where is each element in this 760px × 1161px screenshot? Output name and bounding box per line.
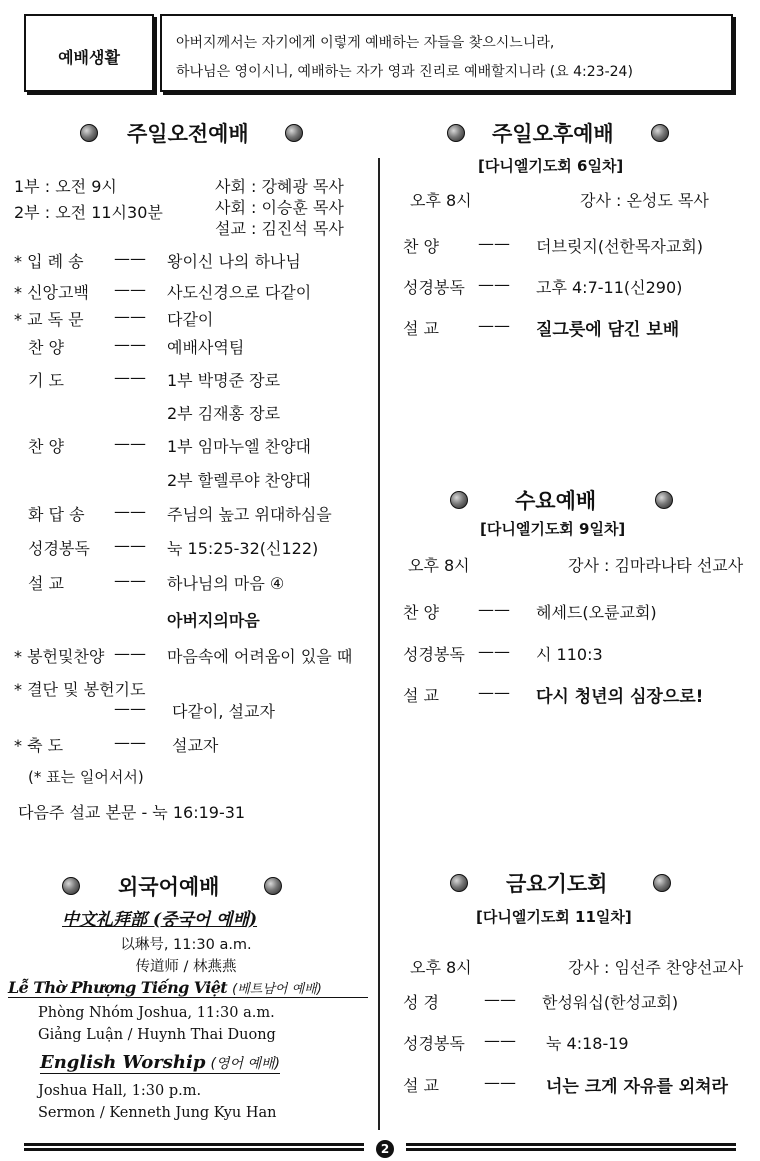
order-value: 예배사역팀: [167, 338, 245, 357]
english-title: English Worship: [40, 1052, 206, 1073]
leader-2: 사회 : 이승훈 목사: [215, 198, 344, 217]
bullet-icon: [450, 491, 468, 509]
order-dash: ——: [114, 434, 146, 453]
chinese-line-2: 传道师 / 林燕燕: [135, 959, 237, 975]
order-label: * 신앙고백: [14, 283, 89, 302]
sermon-title: 너는 크게 자유를 외쳐라: [546, 1077, 728, 1097]
reading-value: 시 110:3: [536, 645, 603, 664]
sunday-afternoon-title: 주일오후예배: [492, 122, 614, 146]
bullet-icon: [285, 124, 303, 142]
order-label: 성경봉독: [28, 539, 90, 558]
order-value: 1부 임마누엘 찬양대: [167, 437, 311, 456]
order-dash: ——: [114, 368, 146, 387]
reading-label: 성경봉독: [403, 278, 465, 297]
praise-label: 찬 양: [403, 237, 439, 256]
order-label: 설 교: [28, 574, 64, 593]
foreign-title: 외국어예배: [118, 875, 220, 899]
bullet-icon: [264, 877, 282, 895]
sunday-afternoon-time: 오후 8시: [410, 191, 472, 210]
wednesday-subtitle: [다니엘기도회 9일차]: [480, 520, 626, 538]
order-dash: ——: [114, 536, 146, 555]
bullet-icon: [655, 491, 673, 509]
sunday-morning-title: 주일오전예배: [127, 122, 249, 146]
bullet-icon: [450, 874, 468, 892]
praise-dash: ——: [478, 600, 510, 619]
vietnamese-line-1: Phòng Nhóm Joshua, 11:30 a.m.: [38, 1005, 275, 1021]
section-label-box: [24, 14, 154, 92]
praise-value: 헤세드(오륜교회): [536, 603, 657, 622]
english-line-2: Sermon / Kenneth Jung Kyu Han: [38, 1105, 277, 1121]
offering-label: * 봉헌및찬양: [14, 647, 105, 666]
order-label: 찬 양: [28, 338, 64, 357]
order-value: 왕이신 나의 하나님: [167, 252, 301, 271]
sermon-title: 다시 청년의 심장으로!: [536, 687, 704, 707]
page-number: 2: [376, 1140, 394, 1158]
scripture-song-label: 성 경: [403, 993, 439, 1012]
verse-line-1: 아버지께서는 자기에게 이렇게 예배하는 자들을 찾으시느니라,: [176, 35, 555, 51]
chinese-title: 中文礼拜部 (중국어 예배): [62, 910, 258, 930]
order-label: 화 답 송: [28, 505, 85, 524]
friday-subtitle: [다니엘기도회 11일차]: [476, 908, 632, 926]
order-dash: ——: [114, 307, 146, 326]
order-label: 기 도: [28, 371, 64, 390]
decision-value: 다같이, 설교자: [172, 702, 275, 721]
benediction-dash: ——: [114, 733, 146, 752]
leader-1: 사회 : 강혜광 목사: [215, 177, 344, 196]
sermon-label: 설 교: [403, 686, 439, 705]
reading-value: 눅 4:18-19: [546, 1034, 629, 1053]
scripture-song-dash: ——: [484, 990, 516, 1009]
sermon-label: 설 교: [403, 319, 439, 338]
wednesday-speaker: 강사 : 김마라나타 선교사: [568, 556, 744, 575]
bullet-icon: [80, 124, 98, 142]
reading-label: 성경봉독: [403, 645, 465, 664]
praise-label: 찬 양: [403, 603, 439, 622]
footer-rule-right: [406, 1143, 736, 1151]
decision-dash: ——: [114, 699, 146, 718]
order-label: * 입 례 송: [14, 252, 84, 271]
column-divider: [378, 158, 380, 1130]
sermon-subtitle: 아버지의마음: [167, 611, 260, 630]
service1-time: 1부 : 오전 9시: [14, 177, 117, 196]
sermon-title: 질그릇에 담긴 보배: [536, 320, 680, 340]
vietnamese-title: Lễ Thờ Phượng Tiếng Việt: [8, 978, 228, 997]
order-dash: ——: [114, 335, 146, 354]
sermon-dash: ——: [478, 683, 510, 702]
order-label: * 교 독 문: [14, 310, 84, 329]
order-value: 2부 할렐루야 찬양대: [167, 471, 311, 490]
verse-box: [160, 14, 733, 92]
praise-value: 더브릿지(선한목자교회): [536, 237, 704, 256]
friday-title: 금요기도회: [506, 872, 608, 896]
order-value: 눅 15:25-32(신122): [167, 539, 319, 558]
sermon-label: 설 교: [403, 1076, 439, 1095]
wednesday-time: 오후 8시: [408, 556, 470, 575]
reading-value: 고후 4:7-11(신290): [536, 278, 683, 297]
order-label: 찬 양: [28, 437, 64, 456]
friday-time: 오후 8시: [410, 958, 472, 977]
offering-value: 마음속에 어려움이 있을 때: [167, 647, 353, 666]
section-label: 예배생활: [58, 48, 120, 67]
english-suffix: (영어 예배): [210, 1056, 281, 1072]
benediction-label: * 축 도: [14, 736, 64, 755]
sunday-afternoon-subtitle: [다니엘기도회 6일차]: [478, 157, 624, 175]
english-heading: [40, 1052, 280, 1074]
order-dash: ——: [114, 280, 146, 299]
wednesday-title: 수요예배: [515, 489, 597, 513]
reading-dash: ——: [484, 1031, 516, 1050]
benediction-value: 설교자: [172, 736, 219, 755]
order-value: 1부 박명준 장로: [167, 371, 281, 390]
next-week-text: 다음주 설교 본문 - 눅 16:19-31: [18, 803, 246, 822]
reading-dash: ——: [478, 642, 510, 661]
chinese-line-1: 以琳号, 11:30 a.m.: [120, 937, 252, 953]
friday-speaker: 강사 : 임선주 찬양선교사: [568, 958, 744, 977]
order-value: 하나님의 마음 ④: [167, 574, 285, 593]
scripture-song-value: 한성워십(한성교회): [542, 993, 679, 1012]
sermon-dash: ——: [478, 316, 510, 335]
sunday-afternoon-speaker: 강사 : 온성도 목사: [580, 191, 709, 210]
verse-line-2: 하나님은 영이시니, 예배하는 자가 영과 진리로 예배할지니라 (요 4:23-24): [176, 64, 633, 80]
service2-time: 2부 : 오전 11시30분: [14, 203, 163, 222]
order-dash: ——: [114, 571, 146, 590]
footer-rule-left: [24, 1143, 364, 1151]
vietnamese-heading: [8, 978, 368, 998]
bullet-icon: [653, 874, 671, 892]
decision-label: * 결단 및 봉헌기도: [14, 680, 146, 699]
bullet-icon: [447, 124, 465, 142]
bullet-icon: [62, 877, 80, 895]
order-value: 주님의 높고 위대하심을: [167, 505, 332, 524]
standing-note: (* 표는 일어서서): [28, 768, 144, 786]
english-line-1: Joshua Hall, 1:30 p.m.: [38, 1083, 202, 1099]
order-value: 사도신경으로 다같이: [167, 283, 312, 302]
vietnamese-suffix: (베트남어 예배): [232, 982, 322, 997]
reading-label: 성경봉독: [403, 1034, 465, 1053]
order-value: 2부 김재홍 장로: [167, 404, 281, 423]
praise-dash: ——: [478, 234, 510, 253]
vietnamese-line-2: Giảng Luận / Huynh Thai Duong: [38, 1027, 276, 1043]
reading-dash: ——: [478, 275, 510, 294]
offering-dash: ——: [114, 644, 146, 663]
order-dash: ——: [114, 502, 146, 521]
order-dash: ——: [114, 249, 146, 268]
preacher: 설교 : 김진석 목사: [215, 219, 344, 238]
order-value: 다같이: [167, 310, 214, 329]
sermon-dash: ——: [484, 1073, 516, 1092]
bullet-icon: [651, 124, 669, 142]
